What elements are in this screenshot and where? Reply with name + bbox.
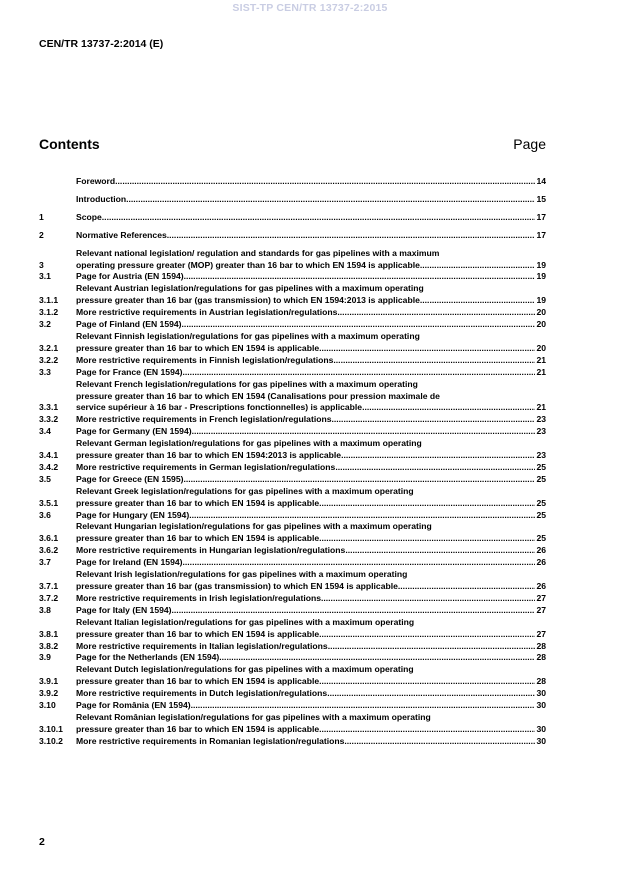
toc-entry-title	[76, 355, 546, 367]
toc-entry-number: 3.9.1	[39, 676, 59, 687]
toc-entry-title	[76, 593, 546, 605]
toc-entry[interactable]	[39, 736, 546, 748]
toc-entry[interactable]	[39, 176, 546, 188]
watermark-text: SIST-TP CEN/TR 13737-2:2015	[232, 2, 388, 14]
toc-entry-title	[76, 379, 546, 415]
toc-entry-title-line: service supérieur à 16 bar - Prescriptions fonctionnelles) is applicable	[76, 402, 363, 413]
toc-entry-title	[76, 462, 546, 474]
toc-entry-title	[76, 319, 546, 331]
toc-entry-title-line: pressure greater than 16 bar to which EN 1594 is applicable	[76, 497, 320, 508]
toc-entry-number: 3.5	[39, 473, 51, 484]
toc-entry-title-line: Relevant national legislation/ regulation and standards for gas pipelines with a maximum	[76, 247, 440, 258]
toc-entry-number: 3.7.2	[39, 592, 59, 603]
toc-entry-number: 3.9.2	[39, 688, 59, 699]
toc-entry-page: 30	[536, 688, 546, 699]
toc-entry-title	[76, 486, 546, 510]
toc-entry-title	[76, 664, 546, 688]
toc-entry-title-line: Relevant Hungarian legislation/regulations for gas pipelines with a maximum operating	[76, 521, 432, 532]
toc-entry-page: 28	[536, 640, 546, 651]
toc-entry-title	[76, 271, 546, 283]
toc-entry-title-line: More restrictive requirements in Dutch legislation/regulations	[76, 688, 328, 699]
toc-entry-number: 3.2	[39, 319, 51, 330]
toc-entry-number: 3.6.1	[39, 533, 59, 544]
dot-leader	[189, 510, 535, 522]
toc-entry-title-line: pressure greater than 16 bar to which EN 1594 is applicable	[76, 676, 320, 687]
toc-entry-title-line: More restrictive requirements in Hungarian legislation/regulations	[76, 545, 346, 556]
toc-entry-page: 25	[536, 533, 546, 544]
toc-entry-page: 30	[536, 735, 546, 746]
toc-entry-number: 3.1.2	[39, 307, 59, 318]
toc-entry-number: 3	[39, 259, 44, 270]
toc-entry-title	[76, 474, 546, 486]
toc-entry-title-line: Page for Ireland (EN 1594)	[76, 557, 183, 568]
toc-entry[interactable]	[39, 664, 546, 688]
toc-entry-title-line: Relevant Irish legislation/regulations for gas pipelines with a maximum operating	[76, 569, 408, 580]
toc-entry[interactable]	[39, 652, 546, 664]
toc-entry[interactable]	[39, 510, 546, 522]
toc-entry-page: 27	[536, 592, 546, 603]
toc-entry-page: 30	[536, 723, 546, 734]
toc-entry-title	[76, 569, 546, 593]
toc-entry-title-line: More restrictive requirements in French legislation/regulations	[76, 414, 332, 425]
document-id: CEN/TR 13737-2:2014 (E)	[39, 38, 164, 50]
toc-entry-number: 3.4	[39, 426, 51, 437]
toc-entry[interactable]	[39, 283, 546, 307]
toc-entry-page: 26	[536, 581, 546, 591]
toc-entry-number: 3.10.2	[39, 735, 63, 746]
toc-entry[interactable]	[39, 426, 546, 438]
toc-entry-title-line: Page for Italy (EN 1594)	[76, 604, 172, 615]
toc-entry-number: 3.7	[39, 557, 51, 568]
dot-leader	[319, 629, 535, 641]
toc-entry-title-line: More restrictive requirements in Italian legislation/regulations	[76, 640, 328, 651]
table-of-contents	[39, 176, 546, 748]
toc-entry[interactable]	[39, 521, 546, 545]
toc-entry-page: 19	[536, 259, 546, 270]
toc-entry-page: 21	[536, 366, 546, 377]
toc-entry-title	[76, 700, 546, 712]
toc-entry-title-line: Relevant German legislation/regulations for gas pipelines with a maximum operating	[76, 438, 422, 449]
toc-entry[interactable]	[39, 230, 546, 242]
toc-entry-page: 15	[536, 193, 546, 204]
toc-entry[interactable]	[39, 248, 546, 272]
toc-entry-page: 27	[536, 628, 546, 639]
toc-entry-title	[76, 414, 546, 426]
toc-entry[interactable]	[39, 545, 546, 557]
toc-entry-title-line: Foreword	[76, 176, 116, 186]
toc-entry[interactable]	[39, 593, 546, 605]
dot-leader	[335, 462, 535, 474]
toc-entry-title-line: pressure greater than 16 bar to which EN 1594 is applicable	[76, 628, 320, 639]
toc-entry-number: 3.10	[39, 700, 56, 711]
toc-entry-page: 23	[536, 450, 546, 461]
toc-entry-number: 3.8	[39, 604, 51, 615]
dot-leader	[345, 545, 535, 557]
toc-entry[interactable]	[39, 307, 546, 319]
toc-entry-title-line: More restrictive requirements in German legislation/regulations	[76, 461, 336, 472]
toc-entry-number: 2	[39, 229, 44, 240]
toc-entry-title	[76, 248, 546, 272]
toc-entry-page: 17	[536, 229, 546, 240]
toc-entry-title	[76, 605, 546, 617]
toc-entry-title-line: Scope	[76, 211, 102, 222]
toc-entry-title-line: operating pressure greater (MOP) greater than 16 bar to which EN 1594 is applicable	[76, 259, 420, 270]
toc-entry-page: 21	[536, 402, 546, 413]
dot-leader	[192, 426, 536, 438]
toc-entry-title	[76, 712, 546, 736]
toc-entry[interactable]	[39, 486, 546, 510]
toc-entry-title-line: Page of Finland (EN 1594)	[76, 319, 182, 330]
toc-entry-title-line: Relevant Italian legislation/regulations for gas pipelines with a maximum operating	[76, 616, 415, 627]
toc-entry-number: 3.8.2	[39, 640, 59, 651]
toc-entry-number: 1	[39, 211, 44, 222]
toc-entry[interactable]	[39, 462, 546, 474]
dot-leader	[319, 676, 535, 688]
toc-entry-title-line: Relevant Austrian legislation/regulations for gas pipelines with a maximum operating	[76, 283, 424, 294]
toc-entry-title-line: Normative References	[76, 229, 167, 240]
dot-leader	[191, 700, 536, 712]
toc-entry[interactable]	[39, 641, 546, 653]
toc-entry-title	[76, 307, 546, 319]
toc-entry-title	[76, 521, 546, 545]
toc-entry-title-line: Page for Hungary (EN 1594)	[76, 509, 190, 520]
toc-entry[interactable]	[39, 557, 546, 569]
toc-entry[interactable]	[39, 700, 546, 712]
toc-entry-title-line: Relevant Greek legislation/regulations for gas pipelines with a maximum operating	[76, 485, 414, 496]
toc-entry-title	[76, 510, 546, 522]
toc-entry-page: 23	[536, 426, 546, 437]
toc-entry[interactable]	[39, 379, 546, 415]
dot-leader	[420, 295, 536, 307]
toc-entry-page: 14	[536, 176, 546, 186]
dot-leader	[183, 557, 536, 569]
dot-leader	[341, 450, 535, 462]
page-number: 2	[39, 836, 45, 848]
toc-entry-page: 27	[536, 604, 546, 615]
toc-entry[interactable]	[39, 712, 546, 736]
toc-entry-page: 20	[536, 307, 546, 318]
dot-leader	[219, 652, 535, 664]
dot-leader	[102, 212, 536, 224]
toc-entry-title-line: Relevant Finnish legislation/regulations for gas pipelines with a maximum operating	[76, 330, 420, 341]
toc-entry-number: 3.3	[39, 366, 51, 377]
toc-entry-page: 25	[536, 497, 546, 508]
toc-entry-number: 3.4.1	[39, 450, 59, 461]
toc-entry-title-line: pressure greater than 16 bar (gas transmission) to which EN 1594 is applicable	[76, 581, 398, 591]
toc-entry-title-line: Page for France (EN 1594)	[76, 366, 183, 377]
toc-entry-title	[76, 176, 546, 188]
toc-entry[interactable]	[39, 688, 546, 700]
dot-leader	[332, 414, 536, 426]
toc-entry-title-line: pressure greater than 16 bar to which EN 1594:2013 is applicable	[76, 450, 342, 461]
dot-leader	[319, 498, 535, 510]
toc-entry-title	[76, 194, 546, 206]
toc-entry-page: 25	[536, 461, 546, 472]
dot-leader	[183, 474, 535, 486]
toc-entry-page: 21	[536, 354, 546, 365]
toc-entry[interactable]	[39, 355, 546, 367]
toc-entry-number: 3.6.2	[39, 545, 59, 556]
dot-leader	[321, 593, 535, 605]
toc-entry-page: 20	[536, 319, 546, 330]
toc-entry-title-line: Page for Austria (EN 1594)	[76, 271, 184, 282]
toc-entry[interactable]	[39, 331, 546, 355]
toc-entry-title	[76, 426, 546, 438]
toc-entry-number: 3.1	[39, 271, 51, 282]
toc-entry-title-line: pressure greater than 16 bar to which EN 1594 (Canalisations pour pression maximale de	[76, 390, 440, 401]
toc-entry-title	[76, 736, 546, 748]
toc-entry[interactable]	[39, 414, 546, 426]
toc-entry-page: 19	[536, 271, 546, 282]
page-column-heading: Page	[513, 136, 546, 152]
dot-leader	[183, 367, 536, 379]
contents-heading: Contents	[39, 136, 100, 152]
toc-entry-title-line: Relevant Dutch legislation/regulations for gas pipelines with a maximum operating	[76, 664, 414, 675]
toc-entry-page: 26	[536, 545, 546, 556]
toc-entry-page: 28	[536, 652, 546, 663]
toc-entry-title	[76, 438, 546, 462]
dot-leader	[167, 230, 536, 242]
toc-entry-page: 26	[536, 557, 546, 568]
toc-entry-title	[76, 283, 546, 307]
toc-entry-title	[76, 617, 546, 641]
toc-entry-number: 3.1.1	[39, 295, 59, 306]
toc-entry-title-line: Page for Greece (EN 1595)	[76, 473, 184, 484]
toc-entry-title	[76, 367, 546, 379]
toc-entry-number: 3.2.1	[39, 342, 59, 353]
toc-entry-title-line: Page for România (EN 1594)	[76, 700, 191, 711]
toc-entry[interactable]	[39, 438, 546, 462]
toc-entry-page: 19	[536, 295, 546, 306]
dot-leader	[362, 402, 535, 414]
toc-entry-title-line: Relevant French legislation/regulations for gas pipelines with a maximum operating	[76, 378, 418, 389]
toc-entry-number: 3.2.2	[39, 354, 59, 365]
toc-entry-number: 3.5.1	[39, 497, 59, 508]
toc-entry-page: 17	[536, 211, 546, 222]
toc-entry-number: 3.10.1	[39, 723, 63, 734]
toc-entry-title-line: pressure greater than 16 bar to which EN 1594 is applicable	[76, 342, 320, 353]
toc-entry-title	[76, 641, 546, 653]
toc-entry-number: 3.7.1	[39, 581, 59, 591]
toc-entry[interactable]	[39, 617, 546, 641]
toc-entry-number: 3.8.1	[39, 628, 59, 639]
toc-entry-title	[76, 557, 546, 569]
dot-leader	[319, 724, 535, 736]
dot-leader	[337, 307, 535, 319]
toc-entry-title	[76, 545, 546, 557]
toc-entry-title-line: More restrictive requirements in Irish legislation/regulations	[76, 592, 321, 603]
toc-entry-title-line: Relevant Românian legislation/regulations for gas pipelines with a maximum operating	[76, 711, 431, 722]
dot-leader	[398, 581, 536, 593]
toc-entry-title	[76, 331, 546, 355]
toc-entry-page: 23	[536, 414, 546, 425]
toc-entry-page: 30	[536, 700, 546, 711]
toc-entry-page: 28	[536, 676, 546, 687]
dot-leader	[333, 355, 535, 367]
dot-leader	[182, 319, 536, 331]
toc-entry[interactable]	[39, 319, 546, 331]
toc-entry-title-line: More restrictive requirements in Romanian legislation/regulations	[76, 735, 345, 746]
toc-entry-page: 25	[536, 473, 546, 484]
dot-leader	[327, 688, 535, 700]
dot-leader	[115, 176, 535, 188]
dot-leader	[420, 260, 536, 272]
toc-entry[interactable]	[39, 605, 546, 617]
toc-entry-title	[76, 230, 546, 242]
toc-entry-title	[76, 688, 546, 700]
toc-entry[interactable]	[39, 212, 546, 224]
toc-entry-number: 3.4.2	[39, 461, 59, 472]
toc-entry-title-line: pressure greater than 16 bar to which EN 1594 is applicable	[76, 723, 320, 734]
toc-entry-title	[76, 652, 546, 664]
toc-entry-title-line: Page for the Netherlands (EN 1594)	[76, 652, 220, 663]
toc-entry-number: 3.9	[39, 652, 51, 663]
toc-entry-title-line: pressure greater than 16 bar (gas transmission) to which EN 1594:2013 is applicable	[76, 295, 420, 306]
toc-entry-title-line: Introduction	[76, 193, 127, 204]
toc-entry-number: 3.3.1	[39, 402, 59, 413]
toc-entry-page: 20	[536, 342, 546, 353]
toc-entry-page: 25	[536, 509, 546, 520]
toc-entry[interactable]	[39, 367, 546, 379]
toc-entry-title-line: Page for Germany (EN 1594)	[76, 426, 192, 437]
toc-entry[interactable]	[39, 474, 546, 486]
toc-entry-number: 3.6	[39, 509, 51, 520]
dot-leader	[328, 641, 536, 653]
dot-leader	[319, 343, 535, 355]
dot-leader	[172, 605, 536, 617]
toc-entry-title-line: pressure greater than 16 bar to which EN 1594 is applicable	[76, 533, 320, 544]
toc-entry[interactable]	[39, 271, 546, 283]
dot-leader	[184, 271, 536, 283]
toc-entry-title	[76, 212, 546, 224]
dot-leader	[319, 533, 535, 545]
toc-entry[interactable]	[39, 569, 546, 593]
toc-entry-number: 3.3.2	[39, 414, 59, 425]
dot-leader	[344, 736, 535, 748]
toc-entry-title-line: More restrictive requirements in Austrian legislation/regulations	[76, 307, 338, 318]
toc-entry[interactable]	[39, 194, 546, 206]
dot-leader	[126, 194, 535, 206]
toc-entry-title-line: More restrictive requirements in Finnish legislation/regulations	[76, 354, 334, 365]
